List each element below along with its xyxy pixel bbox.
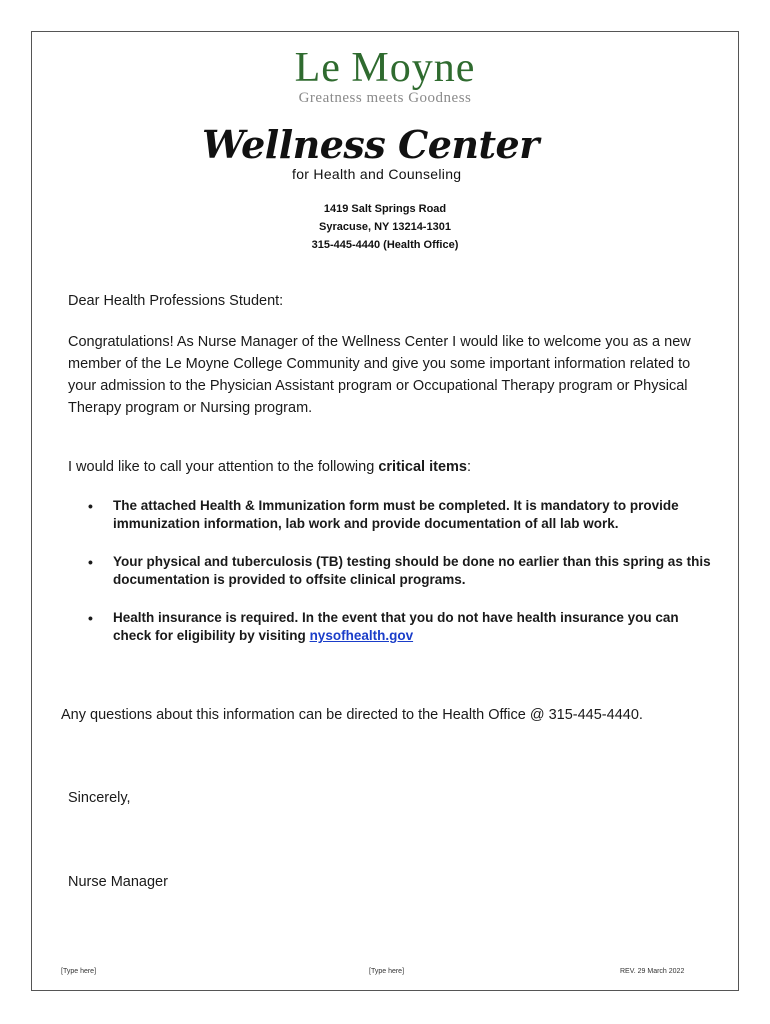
address-block (0, 200, 770, 254)
closing: Sincerely, (68, 790, 131, 806)
le-moyne-tagline: Greatness meets Goodness (298, 90, 472, 106)
bullet-icon: • (88, 554, 93, 570)
list-item: • Your physical and tuberculosis (TB) testing should be done no earlier than this spring as this documentation is provided to offsite clinical programs. (88, 554, 711, 587)
letter-greeting: Dear Health Professions Student: (68, 293, 284, 309)
address-phone: 315-445-4440 (Health Office) (311, 239, 459, 251)
list-item: • Health insurance is required. In the event that you do not have health insurance you can check for eligibility by visiting nysofhealth.gov (88, 610, 679, 643)
signer: Nurse Manager (68, 874, 168, 890)
bullet-icon: • (88, 610, 93, 626)
address-street: 1419 Salt Springs Road (323, 203, 447, 215)
bullet-icon: • (88, 498, 93, 514)
questions-line: Any questions about this information can be directed to the Health Office @ 315-445-4440. (61, 707, 643, 723)
nysofhealth-link[interactable]: nysofhealth.gov (309, 628, 414, 643)
wellness-center-logo (200, 124, 540, 184)
wellness-center-title: Wellness Center (202, 122, 539, 167)
wellness-center-subtitle: for Health and Counseling (292, 166, 462, 182)
footer-revision: REV. 29 March 2022 (620, 968, 685, 975)
address-city: Syracuse, NY 13214-1301 (319, 221, 451, 233)
le-moyne-logo (0, 45, 770, 107)
letter-paragraph: Congratulations! As Nurse Manager of the Wellness Center I would like to welcome you as a new member of the Le Moyne College Community and give you some important information related to your admission to the Physician Assistant program or Occupational Therapy program or Physical Therapy program or Nursing program. (68, 334, 691, 416)
le-moyne-wordmark: Le Moyne (294, 45, 476, 91)
critical-items-intro: I would like to call your attention to the following critical items: (68, 459, 472, 475)
footer-center: [Type here] (369, 968, 405, 975)
footer-left: [Type here] (61, 968, 97, 975)
list-item: • The attached Health & Immunization form must be completed. It is mandatory to provide immunization information, lab work and provide documentation of all lab work. (88, 498, 679, 531)
critical-items-list (88, 497, 718, 665)
